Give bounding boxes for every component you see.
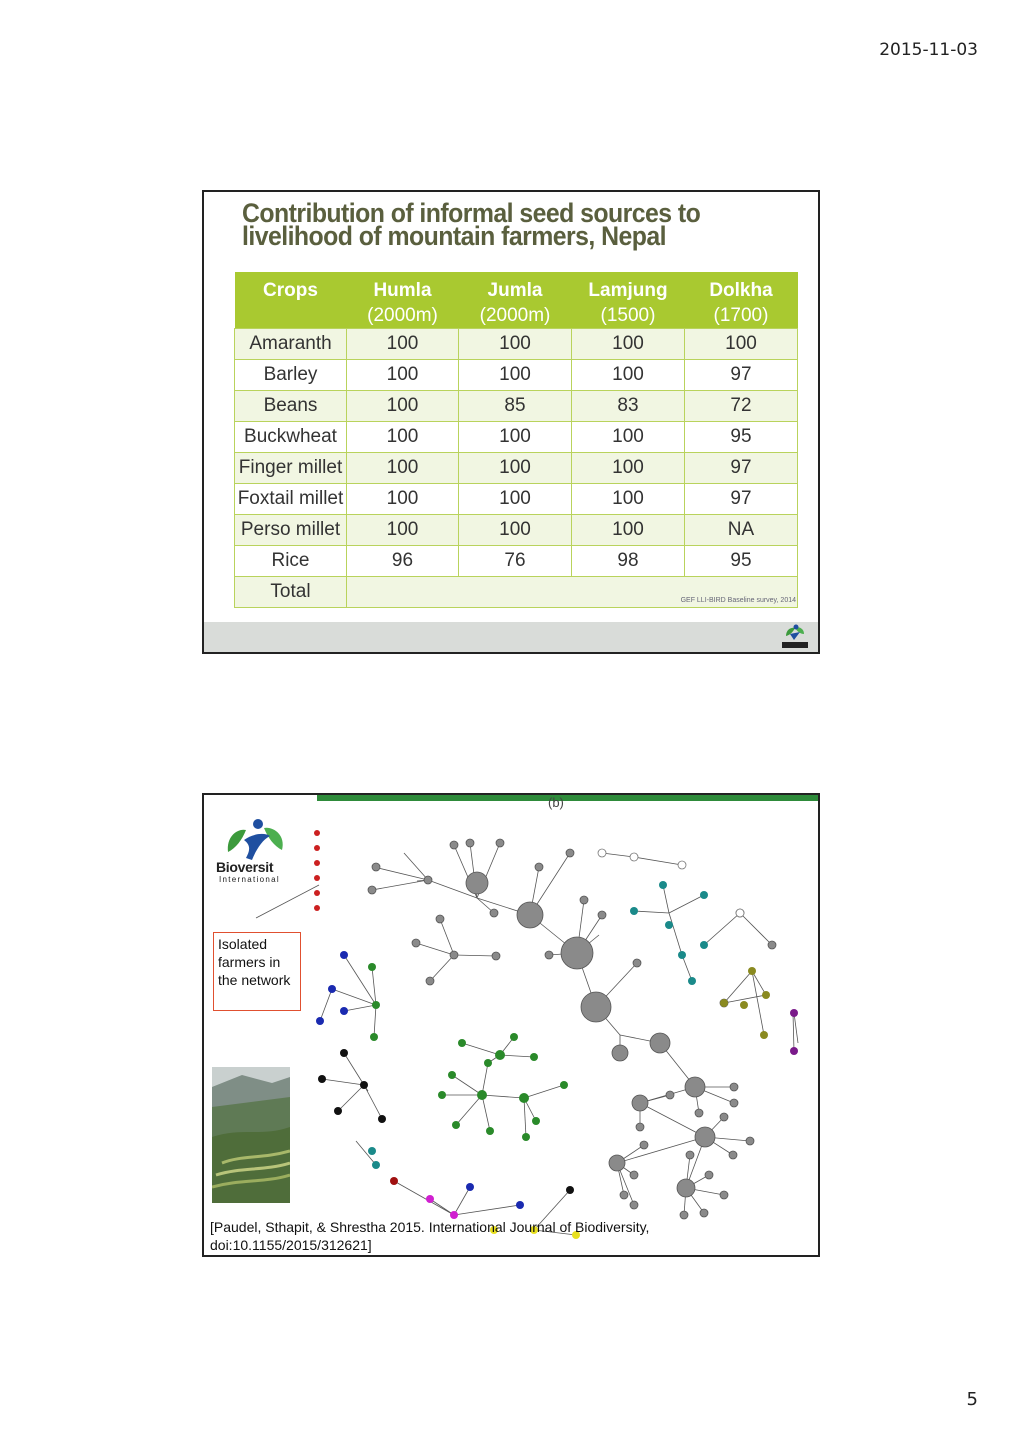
value-cell: 95 — [685, 422, 798, 453]
seed-exchange-network — [204, 795, 818, 1255]
value-cell: 100 — [459, 360, 572, 391]
total-row — [235, 577, 798, 608]
figure-label: (b) — [548, 795, 564, 810]
table-row — [235, 391, 798, 422]
value-cell: NA — [685, 515, 798, 546]
terrace-photo — [212, 1067, 290, 1203]
table-body — [235, 329, 798, 608]
table-row — [235, 546, 798, 577]
value-cell: 83 — [572, 391, 685, 422]
value-cell: 100 — [572, 484, 685, 515]
isolated-farmers-callout: Isolated farmers in the network — [213, 932, 301, 1011]
crop-name-cell: Beans — [235, 391, 347, 422]
column-header — [685, 272, 798, 329]
value-cell: 100 — [347, 484, 459, 515]
table-row — [235, 484, 798, 515]
table-row — [235, 453, 798, 484]
table-row — [235, 360, 798, 391]
slide-seed-network — [202, 793, 820, 1257]
value-cell: 100 — [572, 453, 685, 484]
column-header-name: Jumla — [487, 280, 543, 301]
slide-seed-sources — [202, 190, 820, 654]
page-number: 5 — [966, 1389, 978, 1410]
value-cell: 100 — [685, 329, 798, 360]
column-header-name: Crops — [263, 280, 318, 301]
crop-name-cell: Foxtail millet — [235, 484, 347, 515]
table-header-row — [235, 272, 798, 329]
value-cell: 100 — [347, 515, 459, 546]
value-cell: 100 — [347, 422, 459, 453]
column-header-name: Humla — [373, 280, 432, 301]
value-cell: 100 — [459, 484, 572, 515]
column-header-sub: (1700) — [713, 305, 769, 326]
value-cell: 100 — [347, 360, 459, 391]
crop-name-cell: Rice — [235, 546, 347, 577]
column-header — [235, 272, 347, 329]
column-header — [347, 272, 459, 329]
value-cell: 100 — [459, 422, 572, 453]
crop-name-cell: Barley — [235, 360, 347, 391]
table-row — [235, 515, 798, 546]
crop-name-cell: Amaranth — [235, 329, 347, 360]
value-cell: 100 — [572, 329, 685, 360]
column-header-sub: (2000m) — [367, 305, 438, 326]
column-header — [572, 272, 685, 329]
value-cell: 100 — [347, 453, 459, 484]
crop-name-cell: Buckwheat — [235, 422, 347, 453]
table-row — [235, 422, 798, 453]
bioversity-logo-icon — [780, 622, 810, 650]
column-header-sub: (1500) — [600, 305, 656, 326]
value-cell: 100 — [572, 360, 685, 391]
value-cell: 97 — [685, 484, 798, 515]
slide-footer-bar — [204, 622, 818, 652]
seed-source-table — [234, 272, 798, 608]
value-cell: 100 — [459, 329, 572, 360]
value-cell: 72 — [685, 391, 798, 422]
value-cell: 100 — [459, 453, 572, 484]
crop-name-cell: Finger millet — [235, 453, 347, 484]
logo-subtitle: International — [219, 875, 280, 884]
logo-name: Bioversit — [216, 859, 274, 875]
source-note: GEF LLI-BIRD Baseline survey, 2014 — [347, 577, 798, 608]
value-cell: 97 — [685, 360, 798, 391]
total-label-cell: Total — [235, 577, 347, 608]
value-cell: 100 — [347, 391, 459, 422]
value-cell: 85 — [459, 391, 572, 422]
page-date: 2015-11-03 — [879, 40, 978, 60]
value-cell: 100 — [459, 515, 572, 546]
value-cell: 98 — [572, 546, 685, 577]
value-cell: 100 — [347, 329, 459, 360]
value-cell: 76 — [459, 546, 572, 577]
value-cell: 100 — [572, 515, 685, 546]
value-cell: 95 — [685, 546, 798, 577]
table-row — [235, 329, 798, 360]
value-cell: 96 — [347, 546, 459, 577]
column-header-sub: (2000m) — [479, 305, 551, 326]
column-header-name: Lamjung — [588, 280, 668, 301]
crop-name-cell: Perso millet — [235, 515, 347, 546]
column-header — [459, 272, 572, 329]
column-header-name: Dolkha — [709, 280, 773, 301]
citation: [Paudel, Sthapit, & Shrestha 2015. International Journal of Biodiversity, doi:10.1155/2015/312621] — [210, 1219, 650, 1253]
value-cell: 100 — [572, 422, 685, 453]
value-cell: 97 — [685, 453, 798, 484]
slide-title: Contribution of informal seed sources to livelihood of mountain farmers, Nepal — [242, 198, 701, 251]
